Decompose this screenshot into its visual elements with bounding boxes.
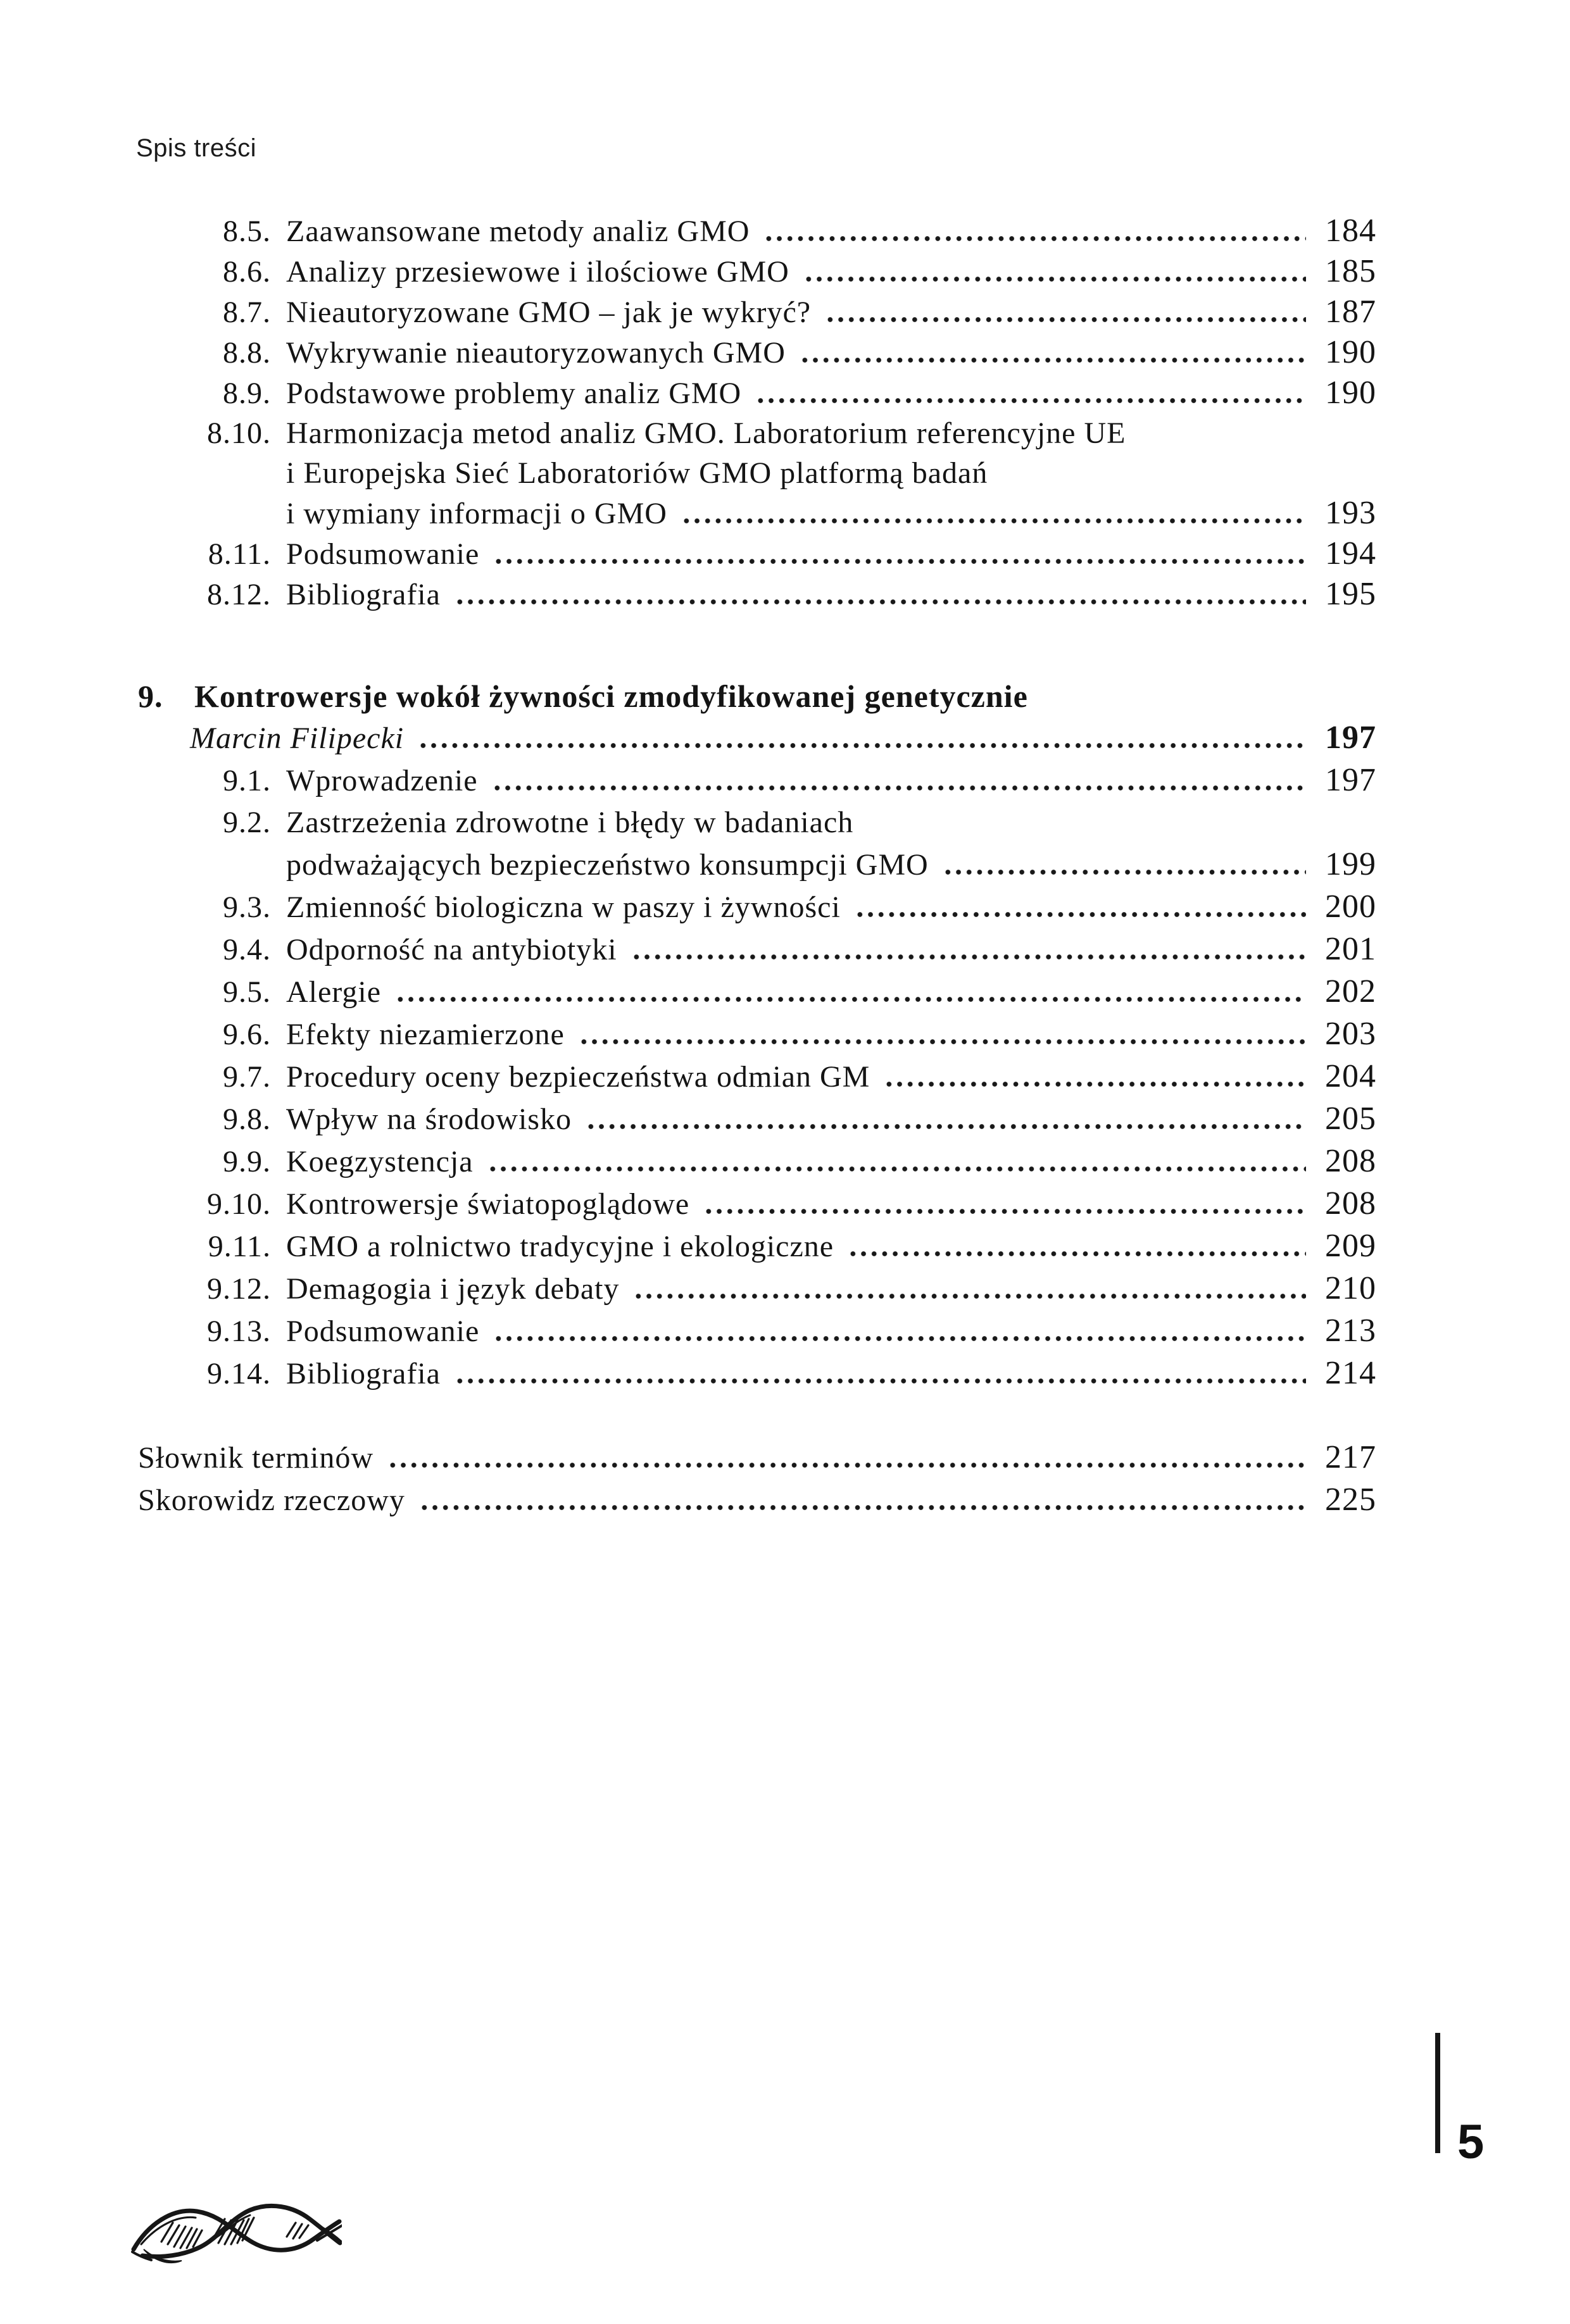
dot-leader — [493, 559, 1306, 564]
toc-entry-9-4 — [138, 928, 1376, 971]
dot-leader — [703, 1209, 1306, 1214]
entry-number: 9.3. — [223, 890, 271, 924]
entry-line-3 — [138, 493, 1376, 534]
chapter-author-row — [138, 717, 1376, 759]
entry-title: Zmienność biologiczna w paszy i żywności — [286, 890, 841, 924]
entry-page: 208 — [1325, 1143, 1376, 1179]
chapter-page: 197 — [1325, 720, 1376, 756]
entry-page: 210 — [1325, 1270, 1376, 1306]
entry-title: Podsumowanie — [286, 537, 480, 571]
dot-leader — [800, 358, 1306, 363]
entry-title: Nieautoryzowane GMO – jak je wykryć? — [286, 296, 812, 329]
dot-leader — [419, 1505, 1306, 1510]
dot-leader — [681, 518, 1306, 523]
dot-leader — [492, 785, 1306, 790]
entry-title: Wpływ na środowisko — [286, 1103, 572, 1136]
entry-title: Słownik terminów — [138, 1441, 374, 1475]
dot-leader — [579, 1039, 1306, 1044]
toc-entry-9-6 — [138, 1013, 1376, 1056]
page-number-rule — [1435, 2033, 1440, 2153]
entry-number: 9.6. — [223, 1018, 271, 1051]
entry-title: Zaawansowane metody analiz GMO — [286, 215, 750, 248]
entry-page: 213 — [1325, 1313, 1376, 1349]
entry-number: 9.12. — [207, 1272, 271, 1306]
dot-leader — [633, 1294, 1306, 1299]
chapter-title: Kontrowersje wokół żywności zmodyfikowanej genetycznie — [194, 678, 1028, 714]
entry-title: Wykrywanie nieautoryzowanych GMO — [286, 336, 786, 370]
dot-leader — [487, 1166, 1306, 1171]
toc-entry-8-5 — [138, 211, 1376, 251]
entry-title: Demagogia i język debaty — [286, 1272, 620, 1306]
entry-title: Analizy przesiewowe i ilościowe GMO — [286, 255, 789, 289]
toc-entry-9-3 — [138, 886, 1376, 928]
toc-entry-8-6 — [138, 251, 1376, 292]
entry-page: 194 — [1325, 535, 1376, 572]
entry-page: 209 — [1325, 1228, 1376, 1264]
entry-number: 9.7. — [223, 1060, 271, 1094]
dot-leader — [631, 954, 1306, 959]
toc-entry-9-1 — [138, 759, 1376, 802]
entry-number: 9.9. — [223, 1145, 271, 1178]
entry-page: 214 — [1325, 1355, 1376, 1391]
entry-page: 208 — [1325, 1185, 1376, 1221]
entry-page: 202 — [1325, 973, 1376, 1009]
entry-title: Koegzystencja — [286, 1145, 474, 1178]
entry-page: 225 — [1325, 1482, 1376, 1518]
entry-title: Podsumowanie — [286, 1315, 480, 1348]
dot-leader — [884, 1082, 1306, 1087]
entry-page: 190 — [1325, 375, 1376, 411]
entry-title: Bibliografia — [286, 1357, 441, 1390]
entry-page: 205 — [1325, 1101, 1376, 1137]
toc-entry-9-13 — [138, 1310, 1376, 1353]
entry-page: 197 — [1325, 762, 1376, 798]
back-matter — [138, 1437, 1376, 1521]
dot-leader — [395, 997, 1306, 1002]
toc-entry-8-8 — [138, 332, 1376, 373]
entry-page: 184 — [1325, 213, 1376, 249]
entry-number: 8.9. — [223, 377, 271, 410]
entry-number: 9.5. — [223, 975, 271, 1009]
toc-entry-9-14 — [138, 1353, 1376, 1395]
dot-leader — [763, 236, 1306, 241]
entry-number: 8.6. — [223, 255, 271, 289]
toc-entry-9-2 — [138, 802, 1376, 886]
entry-number: 8.5. — [223, 215, 271, 248]
chapter-number: 9. — [138, 678, 163, 714]
dot-leader — [755, 398, 1306, 403]
chapter-9-heading — [138, 675, 1376, 717]
entry-title-continuation: podważających bezpieczeństwo konsumpcji GMO — [286, 848, 929, 882]
entry-line-2 — [138, 844, 1376, 886]
toc-entry-8-9 — [138, 373, 1376, 413]
toc-entry-8-10 — [138, 413, 1376, 534]
toc-entry-9-11 — [138, 1225, 1376, 1268]
entry-line-1 — [138, 413, 1376, 453]
entry-title: Podstawowe problemy analiz GMO — [286, 377, 742, 410]
entry-number: 9.2. — [223, 806, 271, 839]
entry-number: 9.4. — [223, 933, 271, 966]
entry-number: 8.10. — [207, 416, 271, 450]
entry-page: 187 — [1325, 294, 1376, 330]
entry-title: Bibliografia — [286, 578, 441, 611]
entry-number: 8.12. — [207, 578, 271, 611]
author-name: Marcin Filipecki — [190, 722, 405, 755]
entry-title: Wprowadzenie — [286, 764, 478, 797]
entry-title: Odporność na antybiotyki — [286, 933, 617, 966]
entry-page: 204 — [1325, 1058, 1376, 1094]
dot-leader — [455, 1378, 1306, 1384]
toc-entry-8-12 — [138, 574, 1376, 615]
entry-line-1 — [138, 802, 1376, 844]
entry-page: 201 — [1325, 931, 1376, 967]
page-number: 5 — [1457, 2115, 1485, 2169]
back-matter-entry-index — [138, 1479, 1376, 1521]
entry-number: 9.14. — [207, 1357, 271, 1390]
back-matter-entry-glossary — [138, 1437, 1376, 1479]
dna-helix-icon — [130, 2194, 342, 2270]
dot-leader — [803, 277, 1306, 282]
entry-title: Zastrzeżenia zdrowotne i błędy w badaniach — [286, 806, 854, 839]
entry-title-continuation: i wymiany informacji o GMO — [286, 497, 667, 530]
toc-entry-9-9 — [138, 1140, 1376, 1183]
dot-leader — [418, 743, 1306, 748]
toc-entry-9-7 — [138, 1056, 1376, 1098]
entry-page: 185 — [1325, 253, 1376, 289]
toc-entry-9-10 — [138, 1183, 1376, 1225]
entry-page: 195 — [1325, 576, 1376, 612]
entry-title: Kontrowersje światopoglądowe — [286, 1187, 690, 1221]
dot-leader — [493, 1336, 1306, 1341]
entry-page: 217 — [1325, 1439, 1376, 1475]
toc-entry-9-8 — [138, 1098, 1376, 1140]
entry-page: 190 — [1325, 334, 1376, 370]
entry-number: 8.7. — [223, 296, 271, 329]
entry-title: Alergie — [286, 975, 382, 1009]
entry-number: 9.13. — [207, 1315, 271, 1348]
dot-leader — [848, 1251, 1306, 1256]
toc-entry-9-5 — [138, 971, 1376, 1013]
toc-entry-8-7 — [138, 292, 1376, 332]
entry-number: 8.11. — [208, 537, 271, 571]
dot-leader — [586, 1124, 1306, 1129]
entry-page: 199 — [1325, 846, 1376, 882]
dot-leader — [455, 599, 1306, 604]
page-header: Spis treści — [136, 134, 256, 162]
dot-leader — [825, 317, 1306, 322]
toc-section-9 — [138, 675, 1376, 1395]
toc-entry-9-12 — [138, 1268, 1376, 1310]
entry-title: Procedury oceny bezpieczeństwa odmian GM — [286, 1060, 870, 1094]
entry-title: Efekty niezamierzone — [286, 1018, 565, 1051]
entry-page: 193 — [1325, 495, 1376, 531]
entry-number: 9.1. — [223, 764, 271, 797]
entry-title: GMO a rolnictwo tradycyjne i ekologiczne — [286, 1230, 834, 1263]
entry-number: 8.8. — [223, 336, 271, 370]
dot-leader — [387, 1463, 1306, 1468]
toc-content — [138, 211, 1376, 1521]
entry-page: 203 — [1325, 1016, 1376, 1052]
toc-entry-8-11 — [138, 534, 1376, 574]
entry-number: 9.8. — [223, 1103, 271, 1136]
entry-page: 200 — [1325, 889, 1376, 925]
dot-leader — [855, 912, 1306, 917]
dot-leader — [943, 870, 1306, 875]
entry-line-2: i Europejska Sieć Laboratoriów GMO platformą badań — [286, 456, 988, 490]
entry-number: 9.11. — [208, 1230, 271, 1263]
entry-title: Harmonizacja metod analiz GMO. Laboratorium referencyjne UE — [286, 416, 1126, 450]
entry-number: 9.10. — [207, 1187, 271, 1221]
entry-title: Skorowidz rzeczowy — [138, 1484, 405, 1517]
